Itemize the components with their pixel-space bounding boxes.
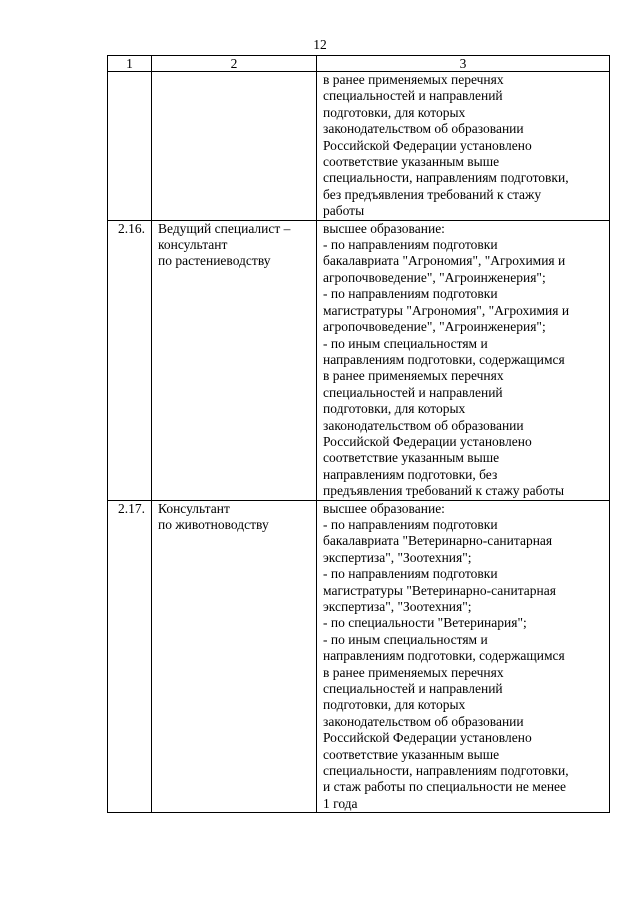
- requirements-cell: [317, 500, 610, 813]
- requirement-text-line: магистратуры "Агрономия", "Агрохимия и: [323, 302, 570, 318]
- requirement-text-line: - по направлениям подготовки: [323, 566, 498, 582]
- requirement-text-line: - по иным специальностям и: [323, 631, 488, 647]
- position-cell: [152, 500, 317, 813]
- requirement-text-line: направлениям подготовки, содержащимся: [323, 351, 565, 367]
- requirement-text-line: подготовки, для которых: [323, 104, 466, 120]
- requirement-text-line: 1 года: [323, 795, 358, 811]
- requirement-text-line: Российской Федерации установлено: [323, 433, 532, 449]
- row-number-cell: [108, 72, 152, 221]
- requirement-text-line: - по направлениям подготовки: [323, 286, 498, 302]
- requirement-text-line: агропочвоведение", "Агроинженерия";: [323, 319, 546, 335]
- requirement-text-line: в ранее применяемых перечнях: [323, 664, 504, 680]
- requirement-text-line: специальностей и направлений: [323, 681, 503, 697]
- position-text-line: по растениеводству: [158, 253, 271, 269]
- table-header-row: [108, 56, 610, 72]
- requirement-text-line: соответствие указанным выше: [323, 154, 500, 170]
- requirement-text-line: агропочвоведение", "Агроинженерия";: [323, 269, 546, 285]
- requirement-text-line: - по иным специальностям и: [323, 335, 488, 351]
- requirement-text-line: соответствие указанным выше: [323, 746, 500, 762]
- requirement-text-line: экспертиза", "Зоотехния";: [323, 599, 472, 614]
- position-cell: [152, 72, 317, 221]
- position-text-line: Ведущий специалист –: [158, 220, 291, 236]
- requirement-text-line: экспертиза", "Зоотехния";: [323, 549, 472, 565]
- requirement-text-line: в ранее применяемых перечнях: [323, 72, 504, 87]
- requirement-text-line: магистратуры "Ветеринарно-санитарная: [323, 582, 556, 598]
- position-text-line: консультант: [158, 237, 228, 253]
- requirement-text-line: Российской Федерации установлено: [323, 730, 532, 746]
- position-text-line: по животноводству: [158, 516, 269, 532]
- requirement-text-line: специальностей и направлений: [323, 88, 503, 104]
- requirements-cell: [317, 72, 610, 221]
- requirement-text-line: соответствие указанным выше: [323, 450, 500, 466]
- row-number-cell: 2.17.: [108, 500, 152, 813]
- requirement-text-line: направлениям подготовки, содержащимся: [323, 648, 565, 664]
- row-number-cell: 2.16.: [108, 220, 152, 500]
- requirement-text-line: - по направлениям подготовки: [323, 237, 498, 253]
- column-header-1: 1: [108, 56, 152, 72]
- requirement-text-line: законодательством об образовании: [323, 121, 524, 137]
- requirement-text-line: работы: [323, 203, 365, 219]
- requirement-text-line: в ранее применяемых перечнях: [323, 368, 504, 384]
- requirement-text-line: и стаж работы по специальности не менее: [323, 779, 567, 795]
- requirement-text-line: законодательством об образовании: [323, 417, 524, 433]
- requirement-text-line: направлениям подготовки, без: [323, 466, 498, 482]
- requirement-text-line: бакалавриата "Агрономия", "Агрохимия и: [323, 253, 566, 269]
- requirement-text-line: без предъявления требований к стажу: [323, 186, 542, 202]
- qualification-table: [107, 55, 610, 813]
- position-cell: [152, 220, 317, 500]
- requirement-text-line: высшее образование:: [323, 500, 445, 516]
- requirement-text-line: бакалавриата "Ветеринарно-санитарная: [323, 533, 553, 549]
- requirement-text-line: подготовки, для которых: [323, 401, 466, 417]
- requirement-text-line: специальности, направлениям подготовки,: [323, 763, 569, 779]
- requirement-text-line: специальностей и направлений: [323, 384, 503, 400]
- requirement-text-line: - по направлениям подготовки: [323, 516, 498, 532]
- requirement-text-line: предъявления требований к стажу работы: [323, 483, 565, 499]
- requirements-cell: [317, 220, 610, 500]
- page-number: 12: [313, 37, 327, 52]
- table-row: [108, 500, 610, 813]
- requirement-text-line: специальности, направлениям подготовки,: [323, 170, 569, 186]
- requirement-text-line: высшее образование:: [323, 220, 445, 236]
- requirement-text-line: - по специальности "Ветеринария";: [323, 615, 527, 631]
- column-header-3: 3: [317, 56, 610, 72]
- position-text-line: Консультант: [158, 500, 230, 516]
- table-row: [108, 220, 610, 500]
- table-row: [108, 72, 610, 221]
- requirement-text-line: законодательством об образовании: [323, 713, 524, 729]
- column-header-2: 2: [152, 56, 317, 72]
- requirement-text-line: Российской Федерации установлено: [323, 137, 532, 153]
- requirement-text-line: подготовки, для которых: [323, 697, 466, 713]
